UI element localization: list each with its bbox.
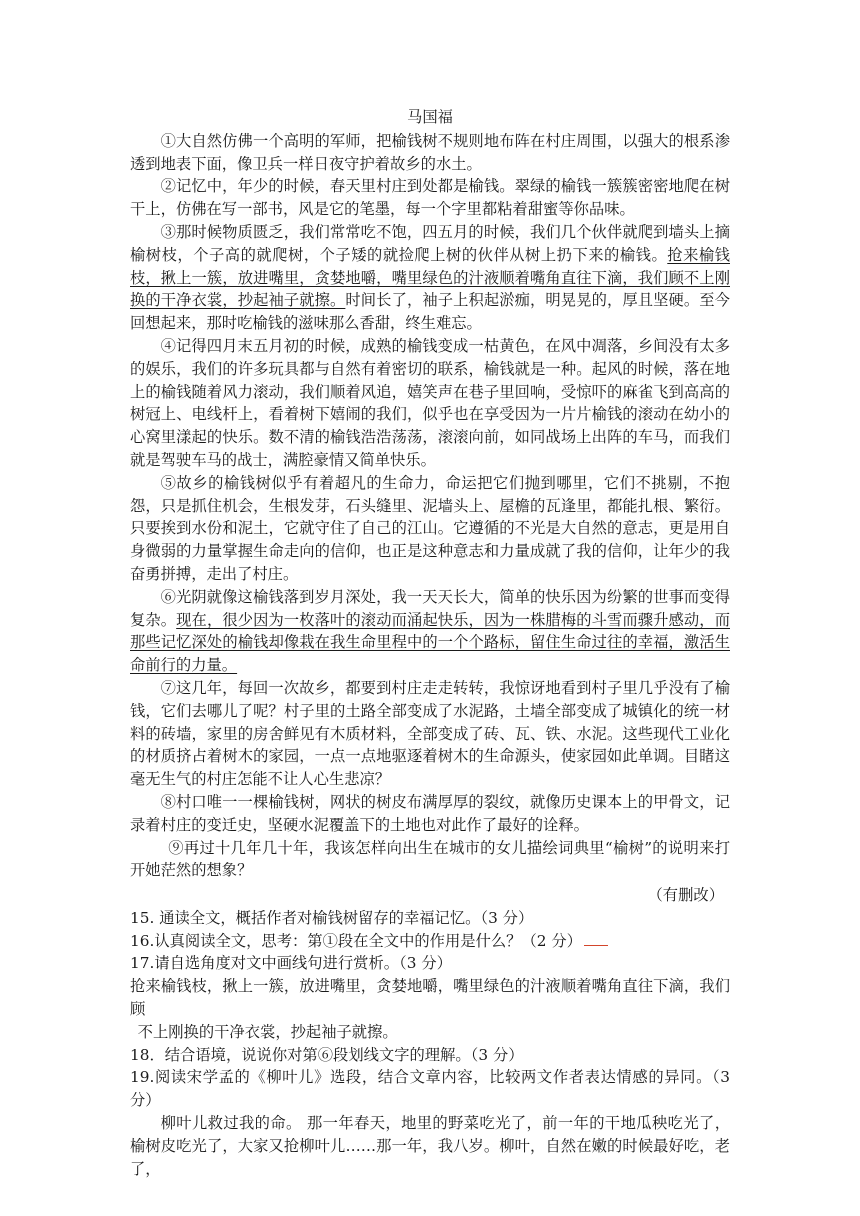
source-note: （有删改） bbox=[647, 886, 724, 905]
question-17-quote-a: 抢来榆钱枝，揪上一簇，放进嘴里，贪婪地嚼，嘴里绿色的汁液顺着嘴角直往下滴，我们顾 bbox=[130, 977, 730, 1019]
underlined-sentence-p6: 现在，很少因为一枚落叶的滚动而涌起快乐，因为一株腊梅的斗雪而骤升感动，而那些记忆深处的榆钱却像栽在我生命里程中的一个个路标，留住生命过往的幸福，激活生命前行的力量。 bbox=[130, 610, 730, 675]
paragraph-1: ①大自然仿佛一个高明的军师，把榆钱树不规则地布阵在村庄周围，以强大的根系渗透到地表下面，像卫兵一样日夜守护着故乡的水土。 bbox=[130, 131, 730, 173]
underlined-sentence-p3: 抢来榆钱枝，揪上一簇，放进嘴里，贪婪地嚼，嘴里绿色的汁液顺着嘴角直往下滴，我们顾不上刚换的干净衣裳，抄起袖子就擦。 bbox=[130, 245, 730, 310]
paragraph-3 bbox=[130, 221, 730, 335]
paragraph-3-text-b: 时间长了，袖子上积起淤痂，明晃晃的，厚且坚硬。至今回想起来，那时吃榆钱的滋味那么香甜，终生难忘。 bbox=[130, 291, 730, 333]
article-body bbox=[130, 106, 730, 1180]
question-19-excerpt: 柳叶儿救过我的命。 那一年春天，地里的野菜吃光了，前一年的干地瓜秧吃光了，榆树皮吃光了，大家又抢柳叶儿……那一年，我八岁。柳叶，自然在嫩的时候最好吃，老了， bbox=[130, 1114, 730, 1178]
paragraph-6-text-a: ⑥光阴就像这榆钱落到岁月深处，我一天天长大，简单的快乐因为纷繁的世事而变得复杂。 bbox=[130, 587, 730, 629]
paragraph-2: ②记忆中，年少的时候，春天里村庄到处都是榆钱。翠绿的榆钱一簇簇密密地爬在树干上，仿佛在写一部书，风是它的笔墨，每一个字里都粘着甜蜜等你品味。 bbox=[130, 177, 730, 219]
paragraph-3-text-a: ③那时候物质匮乏，我们常常吃不饱，四五月的时候，我们几个伙伴就爬到墙头上摘榆树枝，个子高的就爬树，个子矮的就捡爬上树的伙伴从树上扔下来的榆钱。 bbox=[130, 222, 730, 264]
question-17-quote-b: 不上刚换的干净衣裳，抄起袖子就擦。 bbox=[137, 1022, 398, 1041]
paragraph-8: ⑧村口唯一一棵榆钱树，网状的树皮布满厚厚的裂纹，就像历史课本上的甲骨文，记录着村庄的变迁史，坚硬水泥覆盖下的土地也对此作了最好的诠释。 bbox=[130, 792, 730, 834]
question-18: 18．结合语境，说说你对第⑥段划线文字的理解。（3 分） bbox=[130, 1045, 524, 1064]
paragraph-9: ⑨再过十几年几十年，我该怎样向出生在城市的女儿描绘词典里“榆树”的说明来打开她茫然的想象？ bbox=[130, 838, 730, 880]
paragraph-4: ④记得四月末五月初的时候，成熟的榆钱变成一枯黄色，在风中凋落，乡间没有太多的娱乐，我们的许多玩具都与自然有着密切的联系，榆钱就是一种。起风的时候，落在地上的榆钱随着风力滚动，我们顺着风追，嬉笑声在巷子里回响，受惊吓的麻雀飞到高高的树冠上、电线杆上，看着树下嬉闹的我们，似乎也在享受因为一片片榆钱的滚动在幼小的心窝里漾起的快乐。数不清的榆钱浩浩荡荡，滚滚向前，如同战场上出阵的车马，而我们就是驾驶车马的战士，满腔豪情又简单快乐。 bbox=[130, 336, 730, 469]
paragraph-5: ⑤故乡的榆钱树似乎有着超凡的生命力，命运把它们抛到哪里，它们不挑剔，不抱怨，只是抓住机会，生根发芽，石头缝里、泥墙头上、屋檐的瓦逢里，都能扎根、繁衍。只要挨到水份和泥土，它就守住了自己的江山。它遵循的不光是大自然的意志，更是用自身微弱的力量掌握生命走向的信仰，也正是这种意志和力量成就了我的信仰，让年少的我奋勇拼搏，走出了村庄。 bbox=[130, 473, 730, 583]
author-name: 马国福 bbox=[407, 108, 453, 126]
question-15: 15. 通读全文，概括作者对榆钱树留存的幸福记忆。（3 分） bbox=[130, 908, 534, 927]
paragraph-6 bbox=[130, 586, 730, 677]
question-17-quote bbox=[130, 975, 730, 1043]
question-16 bbox=[130, 930, 730, 953]
question-17: 17.请自选角度对文中画线句进行赏析。（3 分） bbox=[130, 954, 452, 973]
question-19: 19.阅读宋学孟的《柳叶儿》选段，结合文章内容，比较两文作者表达情感的异同。（3 分） bbox=[130, 1068, 730, 1110]
paragraph-7: ⑦这几年，每回一次故乡，都要到村庄走走转转，我惊讶地看到村子里几乎没有了榆钱，它们去哪儿了呢？村子里的土路全部变成了水泥路，土墙全部变成了城镇化的统一材料的砖墙，家里的房舍鲜见有木质材料，全部变成了砖、瓦、铁、水泥。这些现代工业化的材质挤占着树木的家园，一点一点地驱逐着树木的生命源头，使家园如此单调。目睹这毫无生气的村庄怎能不让人心生悲凉？ bbox=[130, 678, 730, 789]
question-16-text: 16.认真阅读全文，思考：第①段在全文中的作用是什么？（2 分） bbox=[130, 931, 582, 950]
answer-blank[interactable] bbox=[584, 931, 608, 946]
